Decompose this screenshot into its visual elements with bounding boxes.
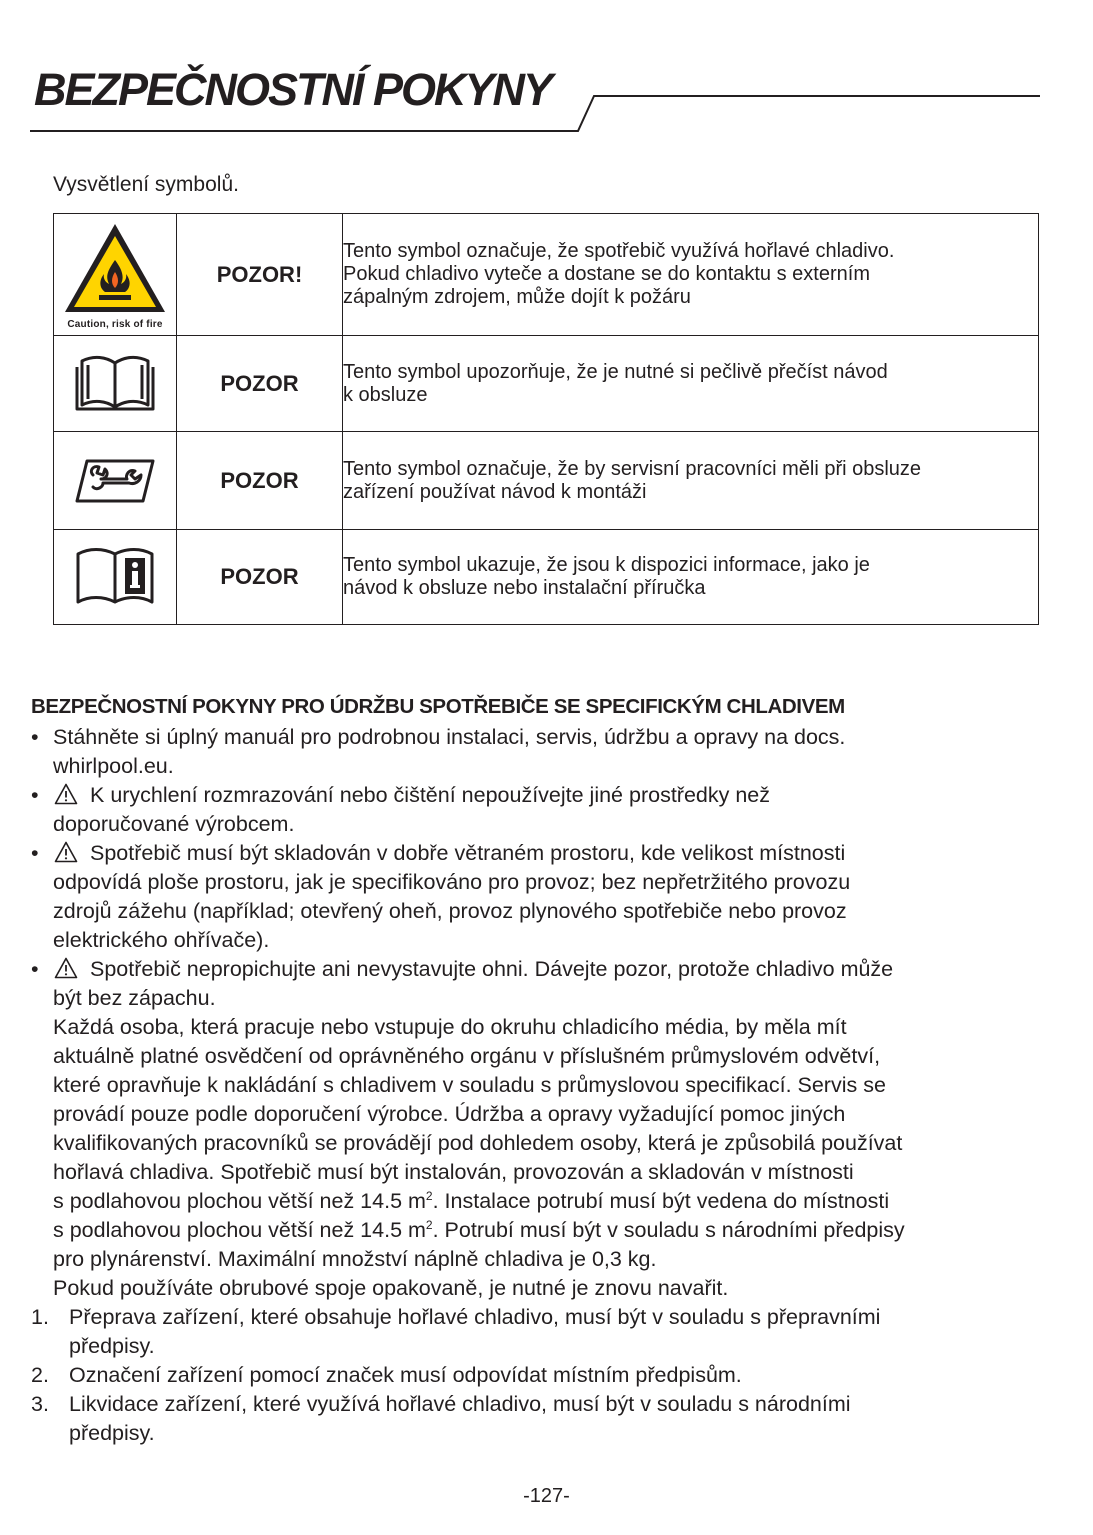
paragraph-line-area xyxy=(53,1216,1071,1245)
legend-description-line: Pokud chladivo vyteče a dostane se do kontaktu s externím xyxy=(343,263,870,285)
bullet-line-first xyxy=(53,839,1071,868)
bullet-line: Spotřebič musí být skladován v dobře větraném prostoru, kde velikost místnosti xyxy=(90,841,846,865)
legend-row xyxy=(54,336,1039,432)
section-body xyxy=(31,723,1071,1448)
legend-description-line: Tento symbol upozorňuje, že je nutné si pečlivě přečíst návod xyxy=(343,360,888,383)
legend-icon-cell xyxy=(54,336,177,432)
bullet-line: odpovídá ploše prostoru, jak je specifikováno pro provoz; bez nepřetržitého provozu xyxy=(53,870,851,894)
open-book-icon xyxy=(74,355,156,413)
numbered-line: předpisy. xyxy=(69,1421,155,1445)
numbered-item xyxy=(31,1303,1071,1361)
paragraph-line: aktuálně platné osvědčení od oprávněného orgánu v příslušném průmyslovém odvětví, xyxy=(53,1044,881,1068)
bullet-item xyxy=(31,839,1071,955)
legend-icon-cell xyxy=(54,432,177,530)
item-number: 2. xyxy=(31,1363,49,1387)
legend-label: POZOR xyxy=(177,530,343,625)
legend-description-line: Tento symbol označuje, že spotřebič využívá hořlavé chladivo. xyxy=(343,240,895,262)
bullet-line: být bez zápachu. xyxy=(53,986,216,1010)
legend-description xyxy=(343,530,1039,625)
bullet-line: whirlpool.eu. xyxy=(53,754,174,778)
area-text: . Instalace potrubí musí být vedena do místnosti xyxy=(432,1189,890,1213)
legend-description-line: zápalným zdrojem, může dojít k požáru xyxy=(343,286,691,308)
numbered-line: Přeprava zařízení, které obsahuje hořlavé chladivo, musí být v souladu s přepravními xyxy=(69,1305,881,1329)
numbered-item xyxy=(31,1390,1071,1448)
bullet-mark: • xyxy=(31,841,39,865)
paragraph-line: Každá osoba, která pracuje nebo vstupuje do okruhu chladicího média, by měla mít xyxy=(53,1015,847,1039)
bullet-line: K urychlení rozmrazování nebo čištění nepoužívejte jiné prostředky než xyxy=(90,783,771,807)
info-book-icon xyxy=(75,548,155,606)
item-number: 1. xyxy=(31,1305,49,1329)
legend-intro: Vysvětlení symbolů. xyxy=(53,173,239,196)
legend-description xyxy=(343,432,1039,530)
wrench-book-icon xyxy=(73,457,157,505)
legend-icon-cell xyxy=(54,530,177,625)
legend-description-line: návod k obsluze nebo instalační příručka xyxy=(343,577,706,599)
paragraph-line: hořlavá chladiva. Spotřebič musí být instalován, provozován a skladován v místnosti xyxy=(53,1160,854,1184)
fire-warning-caption: Caution, risk of fire xyxy=(67,319,163,330)
superscript: 2 xyxy=(425,1188,433,1203)
legend-row xyxy=(54,214,1039,336)
paragraph-line: Pokud používáte obrubové spoje opakovaně, je nutné je znovu navařit. xyxy=(53,1276,729,1300)
area-text: s podlahovou plochou větší než 14.5 m xyxy=(53,1189,426,1213)
bullet-line-first xyxy=(53,955,1071,984)
legend-description-line: k obsluze xyxy=(343,383,428,406)
qualification-paragraph xyxy=(31,1013,1071,1303)
bullet-mark: • xyxy=(31,725,39,749)
warning-triangle-icon xyxy=(54,957,78,979)
legend-label: POZOR xyxy=(177,432,343,530)
bullet-line: doporučované výrobcem. xyxy=(53,812,295,836)
paragraph-line: provádí pouze podle doporučení výrobce. Údržba a opravy vyžadující pomoc jiných xyxy=(53,1102,846,1126)
bullet-item xyxy=(31,723,1071,781)
bullet-line: Spotřebič nepropichujte ani nevystavujte ohni. Dávejte pozor, protože chladivo může xyxy=(90,957,894,981)
legend-description-line: Tento symbol ukazuje, že jsou k dispozici informace, jako je xyxy=(343,554,870,576)
legend-row xyxy=(54,530,1039,625)
symbol-legend-table xyxy=(53,213,1039,625)
bullet-item xyxy=(31,781,1071,839)
section-heading: BEZPEČNOSTNÍ POKYNY PRO ÚDRŽBU SPOTŘEBIČE SE SPECIFICKÝM CHLADIVEM xyxy=(31,695,845,718)
title-underline xyxy=(0,0,1093,140)
paragraph-line-area xyxy=(53,1187,1071,1216)
numbered-line: Označení zařízení pomocí značek musí odpovídat místním předpisům. xyxy=(69,1363,742,1387)
legend-row xyxy=(54,432,1039,530)
area-text: . Potrubí musí být v souladu s národními předpisy xyxy=(432,1218,905,1242)
paragraph-line: které opravňuje k nakládání s chladivem v souladu s průmyslovou specifikací. Servis se xyxy=(53,1073,886,1097)
legend-description-line: Tento symbol označuje, že by servisní pracovníci měli při obsluze xyxy=(343,457,922,480)
legend-label: POZOR xyxy=(177,336,343,432)
legend-description-line: zařízení používat návod k montáži xyxy=(343,480,647,503)
area-text: s podlahovou plochou větší než 14.5 m xyxy=(53,1218,426,1242)
bullet-line: elektrického ohřívače). xyxy=(53,928,270,952)
bullet-mark: • xyxy=(31,783,39,807)
numbered-line: předpisy. xyxy=(69,1334,155,1358)
item-number: 3. xyxy=(31,1392,49,1416)
fire-warning-icon xyxy=(61,220,169,316)
numbered-line: Likvidace zařízení, které využívá hořlavé chladivo, musí být v souladu s národními xyxy=(69,1392,851,1416)
bullet-mark: • xyxy=(31,957,39,981)
bullet-line: zdrojů zážehu (například; otevřený oheň, provoz plynového spotřebiče nebo provoz xyxy=(53,899,847,923)
warning-triangle-icon xyxy=(54,783,78,805)
warning-triangle-icon xyxy=(54,841,78,863)
numbered-item xyxy=(31,1361,1071,1390)
legend-icon-cell xyxy=(54,214,177,336)
paragraph-line: pro plynárenství. Maximální množství náplně chladiva je 0,3 kg. xyxy=(53,1247,657,1271)
legend-description xyxy=(343,214,1039,336)
paragraph-line: kvalifikovaných pracovníků se provádějí pod dohledem osoby, která je způsobilá používat xyxy=(53,1131,903,1155)
legend-description xyxy=(343,336,1039,432)
page-number: -127- xyxy=(523,1485,570,1507)
bullet-line: Stáhněte si úplný manuál pro podrobnou instalaci, servis, údržbu a opravy na docs. xyxy=(53,725,846,749)
superscript: 2 xyxy=(425,1217,433,1232)
bullet-line-first xyxy=(53,781,1071,810)
bullet-item xyxy=(31,955,1071,1013)
page-title: BEZPEČNOSTNÍ POKYNY xyxy=(34,64,552,115)
legend-label: POZOR! xyxy=(177,214,343,336)
